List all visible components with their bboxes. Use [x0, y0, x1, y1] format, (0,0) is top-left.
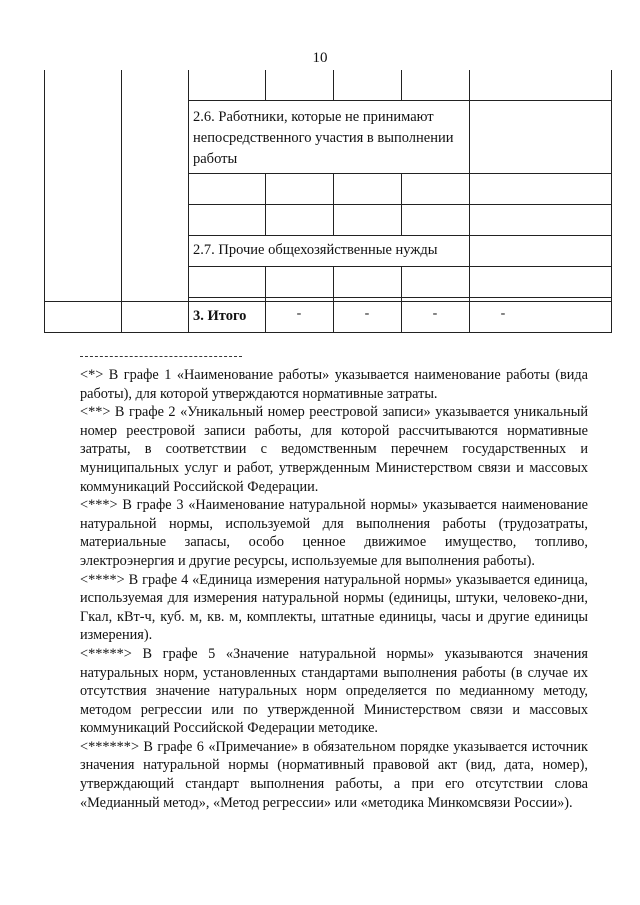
row-2-7-label: 2.7. Прочие общехозяйственные нужды [193, 242, 438, 258]
total-dash-4: - [296, 306, 302, 321]
page-number: 10 [312, 50, 328, 66]
footnote-6: <******> В графе 6 «Примечание» в обязательном порядке указывается источник значения натуральной нормы (нормативный правовой акт (вид, дата, номер), утверждающий стандарт выполнения работы, а при его отсутствии слова «Медианный метод», «Метод регрессии» или «методика Минкомсвязи России»). [80, 738, 588, 811]
footnotes [80, 366, 588, 812]
footnote-4: <****> В графе 4 «Единица измерения натуральной нормы» указывается единица, используемая для измерения натуральной нормы (единицы, штуки, человеко-дни, Гкал, кВт-ч, куб. м, кв. м, комплекты, штатные единицы, часы и другие единицы измерения). [80, 571, 588, 644]
footnote-1: <*> В графе 1 «Наименование работы» указывается наименование работы (вида работы), для которой утверждаются нормативные затраты. [80, 367, 588, 402]
footnote-separator [80, 356, 242, 357]
total-dash-6: - [432, 306, 438, 321]
footnote-3: <***> В графе 3 «Наименование натуральной нормы» указывается наименование натуральной нормы, используемой для выполнения работы (трудозатраты, материальные запасы, особо ценное движимое имущество, топливо, электроэнергия и другие ресурсы, используемые для выполнения работы). [80, 497, 588, 569]
footnote-5: <*****> В графе 5 «Значение натуральной нормы» указываются значения натуральных норм, установленных стандартами выполнения работы (в случае их отсутствия значение натуральных норм определяется по медианному методу, методом регрессии или по утвержденной Министерством связи и массовых коммуникаций Российской Федерации методике. [80, 645, 588, 737]
footnote-2: <**> В графе 2 «Уникальный номер реестровой записи» указывается уникальный номер реестровой записи работы, для которой рассчитываются нормативные затраты, в соответствии с ведомственным перечнем государственных и муниципальных услуг и работ, утвержденным Министерством связи и массовых коммуникаций Российской Федерации. [80, 404, 588, 495]
row-total-label: 3. Итого [193, 308, 247, 324]
total-dash-7: - [500, 306, 506, 321]
row-2-6-label: 2.6. Работники, которые не принимают непосредственного участия в выполнении работы [193, 109, 454, 167]
norms-table [44, 70, 612, 333]
total-dash-5: - [364, 306, 370, 321]
